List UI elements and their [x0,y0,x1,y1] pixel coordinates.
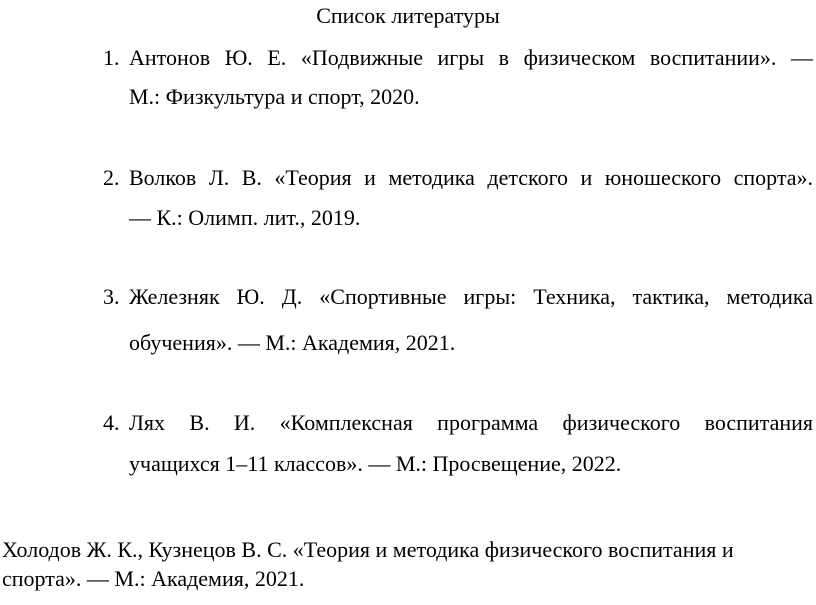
reference-number: 1. [103,45,120,70]
reference-text-line: — К.: Олимп. лит., 2019. [129,205,361,230]
reference-number: 2. [103,165,120,190]
reference-number: 3. [103,284,120,309]
page-title: Список литературы [316,3,500,28]
reference-text-line: обучения». — М.: Академия, 2021. [129,330,456,355]
reference-number: 4. [103,410,120,435]
reference-text-line: Волков Л. В. «Теория и методика детского и юношеского спорта». [129,165,813,190]
reference-text-line: Лях В. И. «Комплексная программа физического воспитания [129,410,813,435]
reference-text-line: Антонов Ю. Е. «Подвижные игры в физическом воспитании». — [129,45,813,70]
reference-text-line: Холодов Ж. К., Кузнецов В. С. «Теория и методика физического воспитания и [2,537,734,562]
reference-text-line: М.: Физкультура и спорт, 2020. [129,84,420,109]
reference-text-line: Железняк Ю. Д. «Спортивные игры: Техника, тактика, методика [129,284,813,309]
reference-text-line: учащихся 1–11 классов». — М.: Просвещение, 2022. [129,451,622,476]
reference-text-line: спорта». — М.: Академия, 2021. [2,566,305,591]
